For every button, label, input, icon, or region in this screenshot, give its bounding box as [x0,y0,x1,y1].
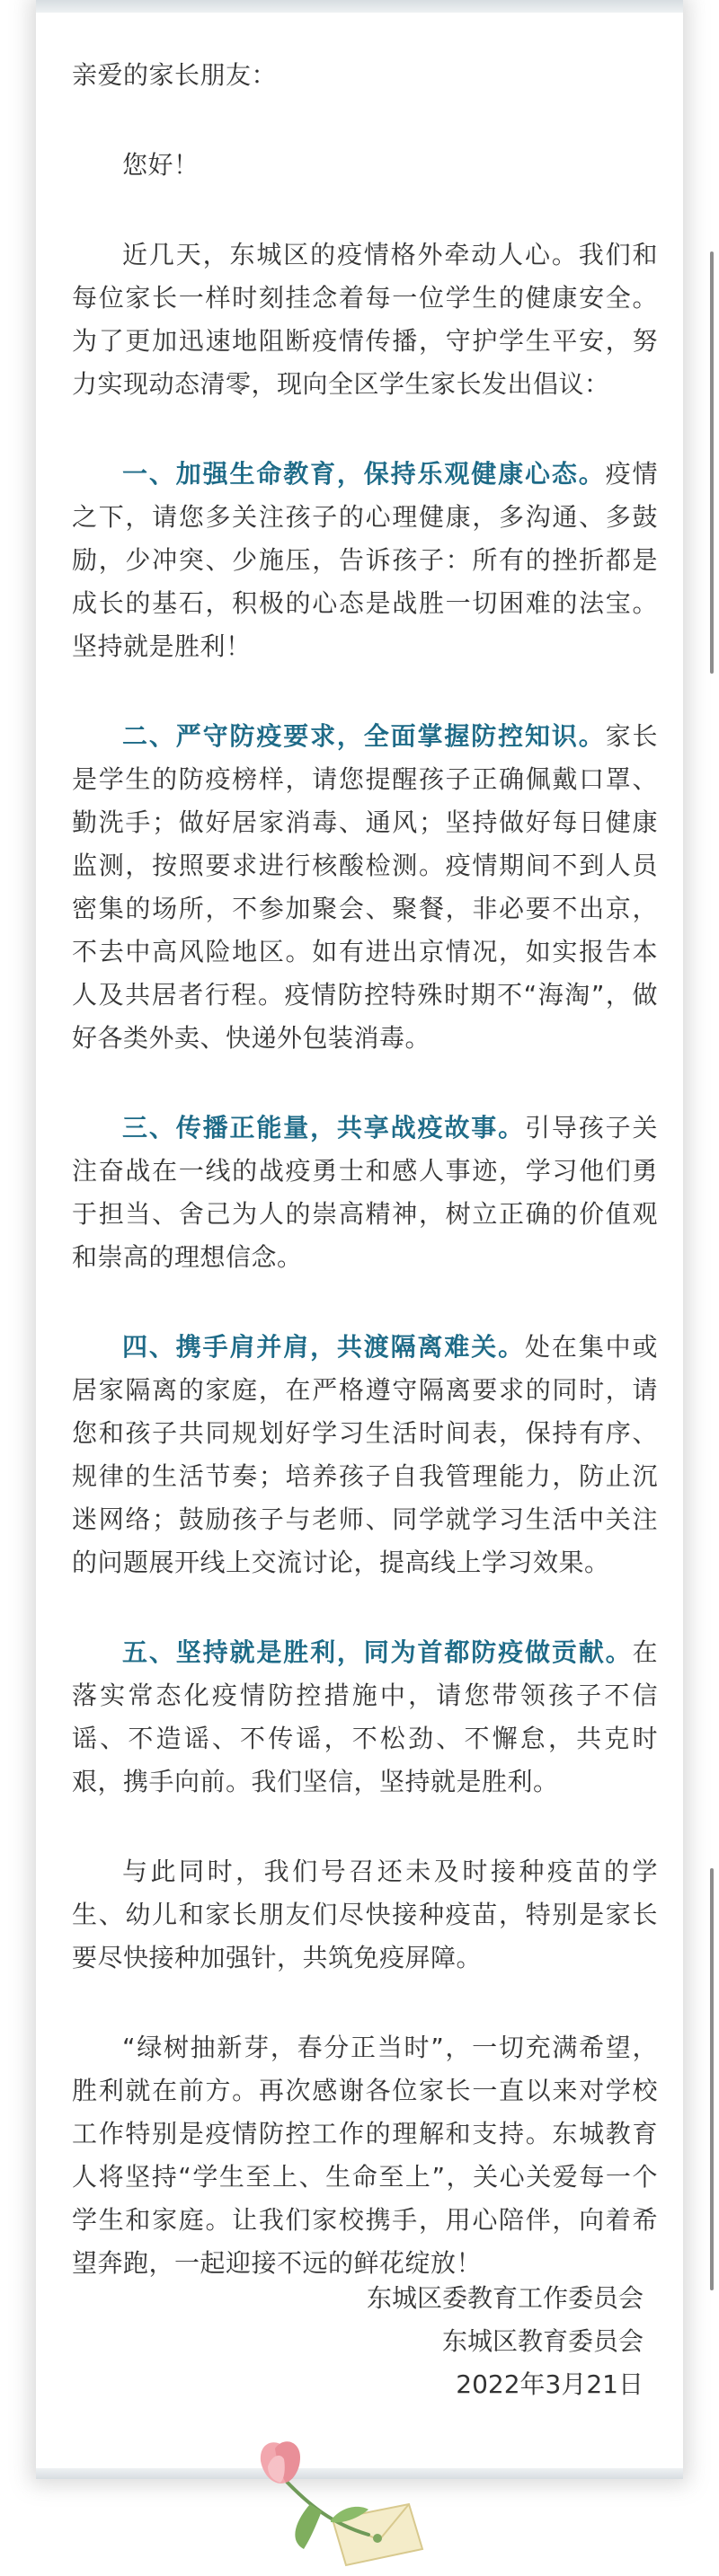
initiative-body-4: 处在集中或居家隔离的家庭，在严格遵守隔离要求的同时，请您和孩子共同规划好学习生活时间表，保持有序、规律的生活节奏；培养孩子自我管理能力，防止沉迷网络；鼓励孩子与老师、同学就学习生活中关注的问题展开线上交流讨论，提高线上学习效果。 [72,1332,658,1577]
initiative-body-1: 疫情之下，请您多关注孩子的心理健康，多沟通、多鼓励，少冲突、少施压，告诉孩子：所有的挫折都是成长的基石，积极的心态是战胜一切困难的法宝。坚持就是胜利！ [72,459,658,661]
intro-paragraph: 近几天，东城区的疫情格外牵动人心。我们和每位家长一样时刻挂念着每一位学生的健康安全。为了更加迅速地阻断疫情传播，守护学生平安，努力实现动态清零，现向全区学生家长发出倡议： [72,240,658,399]
initiative-body-5: 在落实常态化疫情防控措施中，请您带领孩子不信谣、不造谣、不传谣，不松劲、不懈怠，共克时艰，携手向前。我们坚信，坚持就是胜利。 [72,1637,658,1796]
initiative-item-2 [72,715,658,1060]
initiative-heading-4: 四、携手肩并肩，共渡隔离难关。 [122,1332,526,1362]
initiative-item-3 [72,1107,658,1279]
scrollbar-thumb-upper[interactable] [710,251,714,674]
initiative-heading-1: 一、加强生命教育，保持乐观健康心态。 [122,459,606,489]
initiative-heading-2: 二、严守防疫要求，全面掌握防控知识。 [122,721,606,751]
tulip-leaf [295,2504,322,2549]
signature-org-1: 东城区委教育工作委员会 [366,2283,644,2313]
tulip-envelope-icon [225,2434,458,2569]
initiative-item-5 [72,1631,658,1804]
scrollbar-thumb-lower[interactable] [710,1868,714,2290]
salutation: 亲爱的家长朋友： [72,60,278,90]
initiative-body-2: 家长是学生的防疫榜样，请您提醒孩子正确佩戴口罩、勤洗手；做好居家消毒、通风；坚持做好每日健康监测，按照要求进行核酸检测。疫情期间不到人员密集的场所，不参加聚会、聚餐，非必要不出京，不去中高风险地区。如有进出京情况，如实报告本人及共居者行程。疫情防控特殊时期不“海淘”，做好各类外卖、快递外包装消毒。 [72,721,658,1053]
tulip-flower-icon [261,2441,300,2483]
letter-paper [36,0,683,2479]
initiative-body-3: 引导孩子关注奋战在一线的战疫勇士和感人事迹，学习他们勇于担当、舍己为人的崇高精神，树立正确的价值观和崇高的理想信念。 [72,1113,658,1272]
greeting: 您好！ [122,150,200,180]
initiative-heading-3: 三、传播正能量，共享战疫故事。 [122,1113,526,1142]
signature-date: 2022年3月21日 [456,2369,644,2399]
letter-content [72,54,658,2332]
signature-block [367,2277,644,2406]
signature-org-2: 东城区教育委员会 [441,2326,644,2356]
paper-top-edge [36,0,683,13]
closing-paragraph: “绿树抽新芽，春分正当时”，一切充满希望，胜利就在前方。再次感谢各位家长一直以来对学校工作特别是疫情防控工作的理解和支持。东城教育人将坚持“学生至上、生命至上”，关心关爱每一个学生和家庭。让我们家校携手，用心陪伴，向着希望奔跑，一起迎接不远的鲜花绽放！ [72,2033,658,2278]
initiative-item-4 [72,1326,658,1584]
vaccine-paragraph: 与此同时，我们号召还未及时接种疫苗的学生、幼儿和家长朋友们尽快接种疫苗，特别是家长要尽快接种加强针，共筑免疫屏障。 [72,1857,658,1972]
initiative-heading-5: 五、坚持就是胜利，同为首都防疫做贡献。 [122,1637,633,1667]
initiative-item-1 [72,453,658,668]
